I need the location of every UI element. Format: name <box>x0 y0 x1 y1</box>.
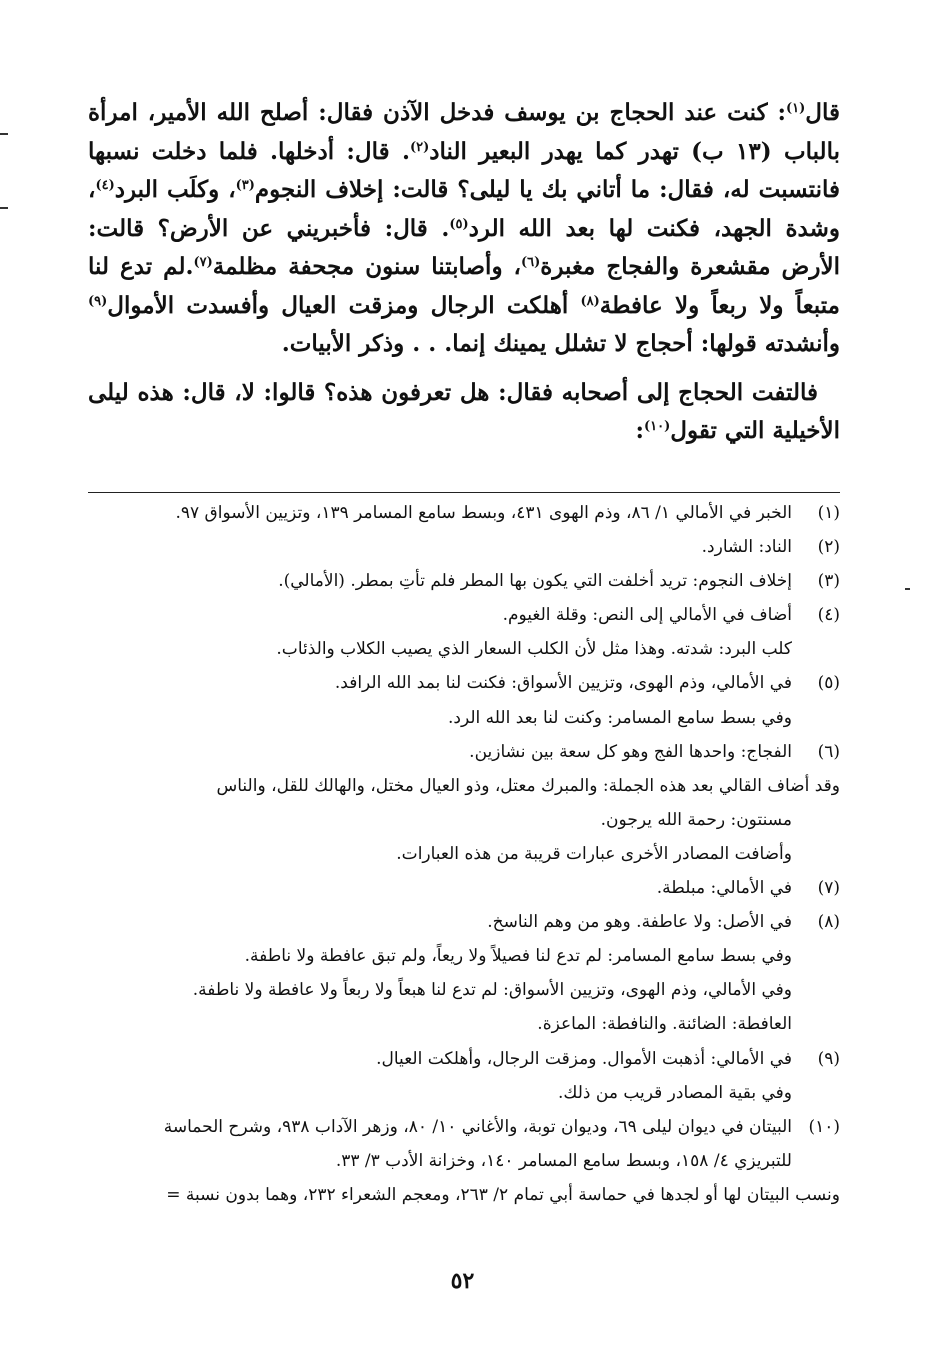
footnote-text: في الأصل: ولا عاطفة. وهو من وهم الناسخ. <box>487 912 792 933</box>
footnote-continuation: وفي بسط سامع المسامر: وكنت لنا بعد الله الرد. <box>447 707 792 728</box>
footnote-continuation: وفي الأمالي، وذم الهوى، وتزيين الأسواق: لم تدع لنا هبعاً ولا ربعاً ولا عافطة ولا ناطفة. <box>192 980 792 1001</box>
footnote-ref-9[interactable]: (٩) <box>88 293 108 309</box>
footnote-ref-1[interactable]: (١) <box>785 101 806 116</box>
footnote-text: في الأمالي: أذهبت الأموال. ومزقت الرجال، وأهلكت العيال. <box>376 1048 792 1069</box>
footnotes-section <box>80 496 840 1212</box>
margin-mark <box>0 207 8 209</box>
footnote-continuation: كلب البرد: شدته. وهذا مثل لأن الكلب السعار الذي يصيب الكلاب والذئاب. <box>276 639 792 660</box>
footnote-ref-5[interactable]: (٥) <box>449 216 469 232</box>
footnote-item <box>80 564 840 598</box>
footnote-continuation: وفي بسط سامع المسامر: لم تدع لنا فصيلاً ولا ريعاً، ولم تبق عافطة ولا ناطفة. <box>244 946 792 967</box>
footnote-item <box>80 598 840 632</box>
footnote-ref-3[interactable]: (٣) <box>235 178 255 193</box>
footnote-text: الخبر في الأمالي ١/ ٨٦، وذم الهوى ٤٣١، وبسط سامع المسامر ١٣٩، وتزيين الأسواق ٩٧. <box>175 503 792 523</box>
footnote-item <box>80 1042 840 1076</box>
main-paragraph-2: فالتفت الحجاج إلى أصحابه فقال: هل تعرفون هذه؟ قالوا: لا، قال: هذه ليلى الأخيلية التي تقول$^{(١٠)}$: <box>88 378 840 444</box>
footnote-separator <box>88 492 840 493</box>
footnote-item <box>80 871 840 905</box>
footnote-item <box>80 905 840 939</box>
footnote-number: (٦) <box>817 741 840 762</box>
footnote-number: (٥) <box>817 673 840 694</box>
footnote-text: الناد: الشارد. <box>701 537 792 558</box>
margin-mark <box>905 588 910 590</box>
footnote-item <box>80 666 840 700</box>
footnote-item <box>80 1110 840 1144</box>
footnote-continuation: العافطة: الضائنة. والنافطة: الماعزة. <box>537 1014 792 1035</box>
footnote-number: (٤) <box>817 605 840 626</box>
footnote-item <box>80 735 840 769</box>
footnote-continuation: وقد أضاف القالي بعد هذه الجملة: والمبرك معتل، وذو العيال مختل، والهالك للقل، والناس <box>216 775 840 796</box>
footnote-continuation: وأضافت المصادر الأخرى عبارات قريبة من هذه العبارات. <box>396 843 792 864</box>
footnote-ref-6[interactable]: (٦) <box>520 255 541 270</box>
footnote-number: (٧) <box>817 878 840 899</box>
footnote-continuation: للتبريزي ٤/ ١٥٨، وبسط سامع المسامر ١٤٠، وخزانة الأدب ٣/ ٣٣. <box>335 1150 792 1171</box>
footnote-text: في الأمالي، وذم الهوى، وتزيين الأسواق: فكنت لنا بمد الله الرافد. <box>334 673 792 694</box>
page-number: ٥٢ <box>450 1268 475 1294</box>
footnote-text: إخلاف النجوم: تريد أخلفت التي يكون بها المطر فلم تأتِ بمطر. (الأمالي). <box>278 571 792 592</box>
footnote-number: (١٠) <box>808 1116 840 1137</box>
footnote-text: البيتان في ديوان ليلى ٦٩، وديوان توبة، والأغاني ١٠/ ٨٠، وزهر الآداب ٩٣٨، وشرح الحماسة <box>163 1116 792 1137</box>
footnote-item <box>80 530 840 564</box>
footnote-text: أضاف في الأمالي إلى النص: وقلة الغيوم. <box>502 605 792 626</box>
footnote-ref-10[interactable]: (١٠) <box>644 419 671 434</box>
footnote-number: (١) <box>817 503 840 523</box>
footnote-continuation: ونسب البيتان لها أو لجدها في حماسة أبي تمام ٢/ ٢٦٣، ومعجم الشعراء ٢٣٢، وهما بدون نسبة = <box>166 1184 840 1205</box>
footnote-ref-4[interactable]: (٤) <box>95 178 115 193</box>
footnote-continuation: وفي بقية المصادر قريب من ذلك. <box>558 1082 792 1103</box>
margin-mark <box>0 133 8 135</box>
footnote-number: (٨) <box>817 912 840 933</box>
footnote-ref-2[interactable]: (٢) <box>409 139 430 155</box>
footnote-ref-7[interactable]: (٧) <box>193 255 213 270</box>
main-paragraph-1: قال$^{(١)}$: كنت عند الحجاج بن يوسف فدخل الآذن فقال: أصلح الله الأمير، امرأة بالباب (١٣ ب) تهدر كما يهدر البعير الناد$^{(٢)}$. قال: أدخلها. فلما دخلت نسبها فانتسبت له، فقال: ما أتاني بك يا ليلى؟ قالت: إخلاف النجوم$^{(٣)}$، وكلَب البرد$^{(٤)}$، وشدة الجهد، فكنت لها بعد الله الرد$^{(٥)}$. قال: فأخبريني عن الأرض؟ قالت: الأرض مقشعرة والفجاج مغبرة$^{(٦)}$، وأصابتنا سنون مجحفة مظلمة$^{(٧)}$.لم تدع لنا متبعاً ولا ربعاً ولا عافطة$^{(٨)}$ أهلكت الرجال ومزقت العيال وأفسدت الأموال$^{(٩)}$ وأنشدته قولها: أحجاج لا تشلل يمينك إنما. . . وذكر الأبيات. <box>88 99 840 357</box>
footnote-number: (٣) <box>817 571 840 592</box>
footnote-number: (٢) <box>817 537 840 558</box>
footnote-ref-8[interactable]: (٨) <box>580 293 600 309</box>
footnote-text: الفجاج: واحدها الفج وهو كل سعة بين نشازين. <box>469 741 792 762</box>
footnote-text: في الأمالي: مبلطة. <box>656 878 792 899</box>
footnote-number: (٩) <box>817 1048 840 1069</box>
footnote-item <box>80 496 840 530</box>
main-text <box>88 94 840 451</box>
footnote-continuation: مسنتون: رحمة الله يرجون. <box>600 809 792 830</box>
